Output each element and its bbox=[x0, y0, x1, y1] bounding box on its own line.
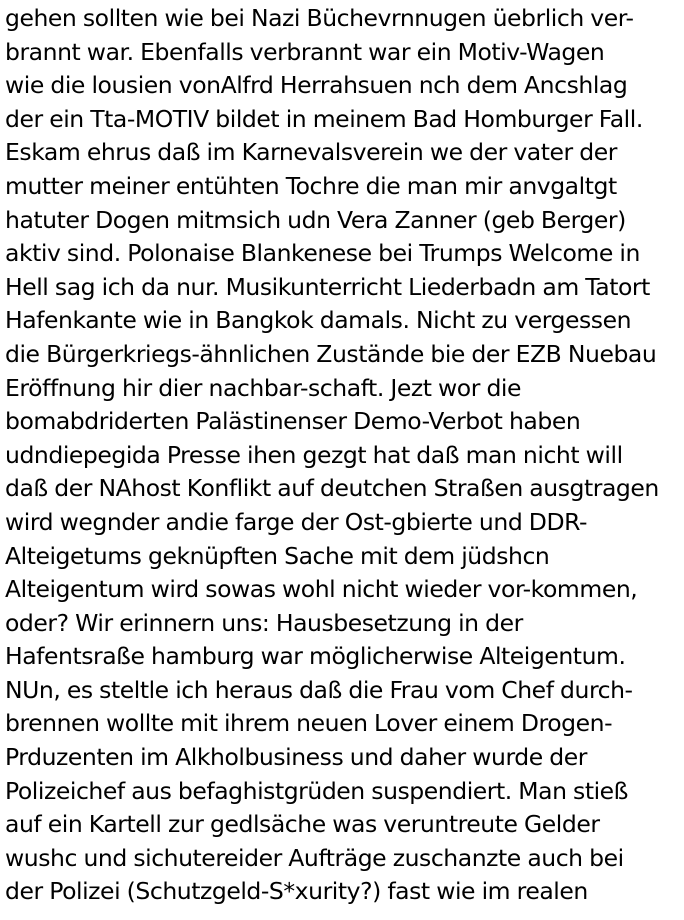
text-line: Hafentsraße hamburg war möglicherwise Alteigentum. bbox=[5, 642, 626, 671]
text-line: Alteigentum wird sowas wohl nicht wieder vor-kommen, bbox=[5, 575, 638, 604]
text-line: brannt war. Ebenfalls verbrannt war ein Motiv-Wagen bbox=[5, 37, 605, 66]
text-line: Polizeichef aus befaghistgrüden suspendiert. Man stieß bbox=[5, 776, 629, 805]
text-line: Alteigetums geknüpften Sache mit dem jüdshcn bbox=[5, 541, 550, 570]
text-line: udndiepegida Presse ihen gezgt hat daß man nicht will bbox=[5, 440, 623, 469]
text-line: wushc und sichutereider Aufträge zuschanzte auch bei bbox=[5, 843, 624, 872]
text-line: Hell sag ich da nur. Musikunterricht Liederbadn am Tatort bbox=[5, 272, 650, 301]
text-line: der Polizei (Schutzgeld-S*xurity?) fast wie im realen bbox=[5, 877, 588, 906]
text-line: brennen wollte mit ihrem neuen Lover einem Drogen- bbox=[5, 709, 613, 738]
text-line: NUn, es steltle ich heraus daß die Frau vom Chef durch- bbox=[5, 675, 633, 704]
body-text bbox=[5, 2, 681, 909]
text-line: Eröffnung hir dier nachbar-schaft. Jezt wor die bbox=[5, 373, 522, 402]
text-line: aktiv sind. Polonaise Blankenese bei Trumps Welcome in bbox=[5, 239, 640, 268]
text-line: Eskam ehrus daß im Karnevalsverein we der vater der bbox=[5, 138, 617, 167]
text-line: hatuter Dogen mitmsich udn Vera Zanner (geb Berger) bbox=[5, 205, 626, 234]
text-line: auf ein Kartell zur gedlsäche was veruntreute Gelder bbox=[5, 810, 600, 839]
text-line: Hafenkante wie in Bangkok damals. Nicht zu vergessen bbox=[5, 306, 632, 335]
text-line: Prduzenten im Alkholbusiness und daher wurde der bbox=[5, 743, 587, 772]
text-line: oder? Wir erinnern uns: Hausbesetzung in der bbox=[5, 608, 523, 637]
text-line: mutter meiner entühten Tochre die man mir anvgaltgt bbox=[5, 171, 617, 200]
text-line: daß der NAhost Konflikt auf deutchen Straßen ausgtragen bbox=[5, 474, 659, 503]
text-line: bomabdriderten Palästinenser Demo-Verbot haben bbox=[5, 407, 581, 436]
text-line: wie die lousien vonAlfrd Herrahsuen nch dem Ancshlag bbox=[5, 71, 628, 100]
text-line: gehen sollten wie bei Nazi Büchevrnnugen üebrlich ver- bbox=[5, 4, 634, 32]
text-line: der ein Tta-MOTIV bildet in meinem Bad Homburger Fall. bbox=[5, 104, 643, 133]
text-line: die Bürgerkriegs-ähnlichen Zustände bie der EZB Nuebau bbox=[5, 339, 657, 368]
text-line: wird wegnder andie farge der Ost-gbierte und DDR- bbox=[5, 507, 588, 536]
